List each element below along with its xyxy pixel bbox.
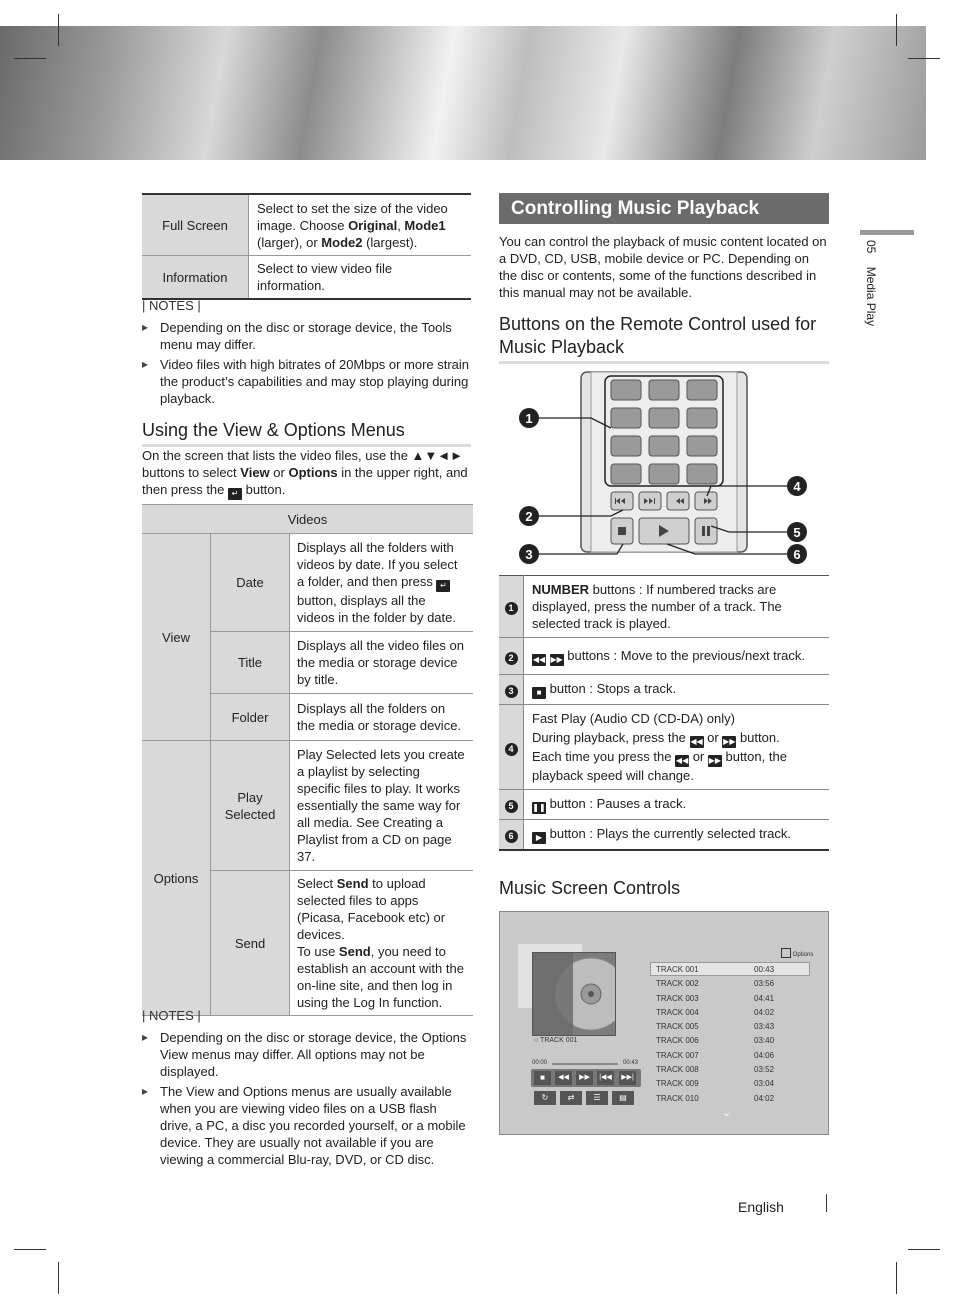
group-label: Options: [142, 741, 211, 1016]
rewind-icon: ◀◀: [690, 737, 703, 746]
callout-3: [519, 544, 539, 564]
now-playing: ○ TRACK 001: [534, 1037, 578, 1044]
track-time: 03:56: [754, 979, 775, 989]
side-tab-number: 05: [864, 240, 878, 254]
next-icon: ▶▶: [550, 654, 563, 664]
rewind-icon: ◀◀: [675, 756, 689, 765]
table-row: [142, 534, 473, 632]
table-cell: Select to view video file information.: [257, 261, 393, 293]
row-number: 2: [499, 638, 524, 675]
section-title-bar: Controlling Music Playback: [499, 193, 829, 224]
notes-list: [142, 1029, 471, 1168]
list-item: ▸ The View and Options menus are usually available when you are viewing video files on a USB flash drive, a PC, a disc you recorded yourself, or a mobile device. They are usually not available if you are viewing a commercial Blu-ray, DVD, or CD disc.: [142, 1083, 471, 1168]
callout-number: 4: [793, 479, 801, 494]
remote-control-illustration: [499, 368, 829, 568]
equalizer-icon[interactable]: ☰: [586, 1091, 608, 1105]
table-row: [142, 194, 471, 256]
section-heading: Using the View & Options Menus: [142, 419, 471, 447]
crop-mark: [908, 1249, 940, 1250]
table-row: [499, 638, 829, 675]
crop-mark: [908, 58, 940, 59]
callout-2: [519, 506, 539, 526]
track-time: 04:06: [754, 1050, 775, 1060]
table-cell: ❚❚ button : Pauses a track.: [524, 790, 830, 820]
disc-icon: [533, 953, 615, 1035]
table-row: [142, 256, 471, 300]
row-label: Send: [211, 871, 290, 1016]
view-options-table: [142, 504, 473, 1016]
notes-heading: | NOTES |: [142, 298, 201, 313]
fast-forward-icon: ▶▶: [708, 756, 722, 765]
sound-mode-icon[interactable]: ▤: [612, 1091, 634, 1105]
rewind-icon[interactable]: ◀◀: [555, 1071, 572, 1085]
table-cell: NUMBER buttons : If numbered tracks are displayed, press the number of a track. The selected track is played.: [524, 576, 830, 638]
callout-number: 2: [525, 509, 533, 524]
fast-forward-icon: ▶▶: [723, 737, 736, 746]
track-time: 04:41: [754, 993, 775, 1003]
table-row: [499, 790, 829, 820]
stop-icon[interactable]: ■: [534, 1071, 551, 1085]
table-row: [499, 705, 829, 790]
shuffle-icon[interactable]: ⇄: [560, 1091, 582, 1105]
repeat-icon[interactable]: ↻: [534, 1091, 556, 1105]
table-row: [499, 675, 829, 705]
table-cell: Displays all the folders with videos by date. If you select a folder, and then press ↵ button, displays all the videos in the folder by date.: [290, 534, 474, 632]
table-cell: ◀◀ ▶▶ buttons : Move to the previous/next track.: [524, 638, 830, 675]
table-cell: Select to set the size of the video image. Choose Original, Mode1 (larger), or Mode2 (largest).: [249, 194, 472, 256]
track-time: 03:43: [754, 1022, 775, 1032]
previous-icon: ◀◀: [532, 654, 546, 664]
list-item[interactable]: [656, 992, 806, 1006]
table-cell: Displays all the video files on the media or storage device by title.: [290, 632, 474, 694]
enter-icon: ↵: [228, 488, 242, 500]
paragraph: You can control the playback of music content located on a DVD, CD, USB, mobile device or PC. Depending on the disc or contents, some of the functions described in this manual may not be available.: [499, 234, 827, 300]
crop-mark: [14, 1249, 46, 1250]
track-time: 03:04: [754, 1079, 775, 1089]
list-item: ▸ Depending on the disc or storage device, the Tools menu may differ.: [142, 319, 471, 353]
time-start: 00:00: [532, 1060, 548, 1066]
track-name: TRACK 010: [656, 1093, 699, 1103]
row-label: Folder: [211, 694, 290, 741]
row-label: Play Selected: [211, 741, 290, 871]
options-icon: [781, 948, 791, 958]
list-item[interactable]: [656, 1063, 806, 1077]
list-item[interactable]: [656, 1077, 806, 1091]
footer-divider: [826, 1194, 827, 1212]
row-number: 3: [499, 675, 524, 705]
fast-forward-icon[interactable]: ▶▶: [576, 1071, 593, 1085]
header-banner: [0, 26, 926, 160]
playback-controls: [531, 1069, 641, 1087]
table-cell: Select Send to upload selected files to apps (Picasa, Facebook etc) or devices. To use Send, you need to establish an account with the on-line site, and then log in using the Log In function.: [290, 871, 474, 1016]
callout-number: 3: [525, 547, 533, 562]
video-settings-table: [142, 193, 471, 300]
options-button[interactable]: Options: [781, 948, 813, 958]
row-number: 4: [499, 705, 524, 790]
enter-icon: ↵: [436, 580, 450, 592]
crop-mark: [896, 1262, 897, 1294]
track-name: TRACK 001: [656, 965, 699, 974]
callout-number: 1: [525, 411, 533, 426]
track-time: 04:02: [754, 1007, 775, 1017]
table-row: [499, 576, 829, 638]
row-number: 6: [499, 820, 524, 851]
track-time: 03:40: [754, 1036, 775, 1046]
track-time: 00:43: [754, 965, 775, 974]
progress-bar[interactable]: [552, 1063, 618, 1065]
list-item[interactable]: [656, 1049, 806, 1063]
crop-mark: [896, 14, 897, 46]
callout-5: [787, 522, 807, 542]
music-screen: [499, 911, 829, 1135]
table-header-cell: Information: [142, 256, 249, 300]
track-name: TRACK 002: [656, 979, 699, 989]
crop-mark: [58, 1262, 59, 1294]
next-icon[interactable]: ▶▶|: [619, 1071, 636, 1085]
chevron-down-icon[interactable]: ⌄: [722, 1107, 732, 1119]
row-number: 1: [499, 576, 524, 638]
table-cell: ▶ button : Plays the currently selected track.: [524, 820, 830, 851]
side-tab-label: Media Play: [864, 266, 878, 327]
table-row: [142, 741, 473, 871]
track-name: TRACK 008: [656, 1065, 699, 1075]
notes-list: [142, 319, 471, 407]
callout-6: [787, 544, 807, 564]
table-cell: Fast Play (Audio CD (CD-DA) only) During playback, press the ◀◀ or ▶▶ button. Each time you press the ◀◀ or ▶▶ button, the playback speed will change.: [524, 705, 830, 790]
track-name: TRACK 006: [656, 1036, 699, 1046]
previous-icon[interactable]: |◀◀: [597, 1071, 614, 1085]
track-name: TRACK 005: [656, 1022, 699, 1032]
table-row: [499, 820, 829, 851]
stop-icon: ■: [532, 687, 546, 699]
group-label: View: [142, 534, 211, 741]
row-number: 5: [499, 790, 524, 820]
table-cell: Displays all the folders on the media or storage device.: [290, 694, 474, 741]
side-tab-bar: [860, 230, 914, 235]
paragraph: On the screen that lists the video files, use the ▲▼◄► buttons to select View or Options in the upper right, and then press the ↵ button.: [142, 448, 468, 498]
time-end: 00:43: [623, 1060, 639, 1066]
track-name: TRACK 004: [656, 1007, 699, 1017]
callout-1: [519, 408, 539, 428]
track-name: TRACK 003: [656, 993, 699, 1003]
crop-mark: [14, 58, 46, 59]
crop-mark: [58, 14, 59, 46]
list-item: ▸ Video files with high bitrates of 20Mbps or more strain the product’s capabilities and may stop playing during playback.: [142, 356, 471, 407]
notes-heading: | NOTES |: [142, 1008, 201, 1023]
callout-number: 5: [793, 525, 801, 540]
callout-4: [787, 476, 807, 496]
list-item[interactable]: [656, 1034, 806, 1048]
track-list: [656, 963, 806, 1106]
list-item[interactable]: [656, 1020, 806, 1034]
track-name: TRACK 009: [656, 1079, 699, 1089]
list-item[interactable]: [656, 1092, 806, 1106]
pause-icon: ❚❚: [532, 803, 546, 812]
album-art: [532, 952, 616, 1036]
table-cell: ■ button : Stops a track.: [524, 675, 830, 705]
track-time: 03:52: [754, 1065, 775, 1075]
list-item: ▸ Depending on the disc or storage device, the Options View menus may differ. All options may not be displayed.: [142, 1029, 471, 1080]
list-item[interactable]: [656, 977, 806, 991]
callout-number: 6: [793, 547, 801, 562]
row-label: Date: [211, 534, 290, 632]
section-heading: Buttons on the Remote Control used for Music Playback: [499, 313, 829, 364]
track-time: 04:02: [754, 1093, 775, 1103]
section-heading: Music Screen Controls: [499, 878, 681, 898]
mode-controls: [531, 1089, 641, 1107]
row-label: Title: [211, 632, 290, 694]
table-row: [142, 505, 473, 534]
table-header: Videos: [142, 505, 473, 534]
remote-buttons-table: [499, 575, 829, 851]
track-name: TRACK 007: [656, 1050, 699, 1060]
list-item[interactable]: [656, 963, 806, 977]
list-item[interactable]: [656, 1006, 806, 1020]
table-header-cell: Full Screen: [142, 194, 249, 256]
footer-language: English: [738, 1199, 784, 1215]
play-icon: ▶: [532, 832, 546, 844]
table-cell: Play Selected lets you create a playlist by selecting specific files to play. It works essentially the same way for all media. See Creating a Playlist from a CD on page 37.: [290, 741, 474, 871]
side-tab: [864, 240, 878, 326]
